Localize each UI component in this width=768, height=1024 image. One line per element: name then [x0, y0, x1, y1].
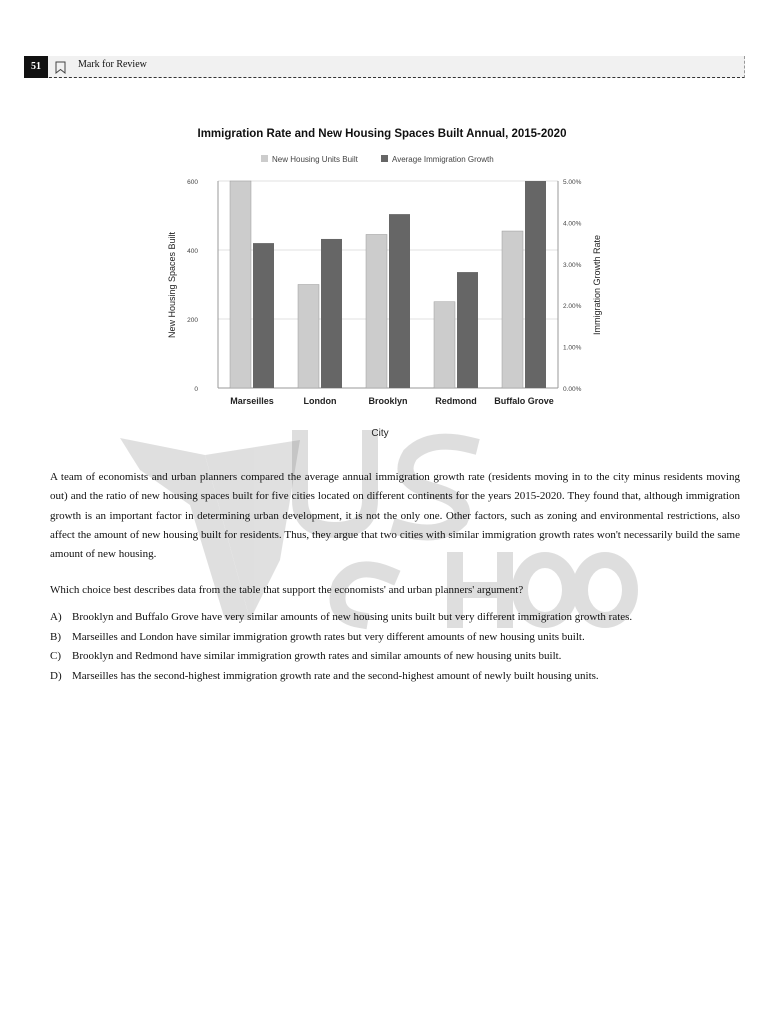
legend-swatch-immigration	[381, 155, 388, 162]
bookmark-icon[interactable]	[55, 61, 66, 74]
choice-letter: C)	[50, 650, 61, 662]
y-tick-label: 200	[187, 317, 198, 324]
x-axis-title: City	[371, 428, 389, 439]
bar-immigration	[525, 181, 546, 388]
review-header-bar	[24, 56, 745, 78]
choice-text: Marseilles has the second-highest immigration growth rate and the second-highest amount of newly built housing units.	[72, 669, 599, 682]
bar-immigration	[321, 239, 342, 388]
question-prompt: Which choice best describes data from the table that support the economists' and urban planners' argument?	[50, 584, 524, 596]
bar-immigration	[389, 214, 410, 388]
y-tick-label: 600	[187, 179, 198, 186]
question-number-badge: 51	[24, 56, 48, 78]
bar-housing	[298, 285, 319, 389]
chart	[160, 118, 620, 448]
choice-text: Brooklyn and Buffalo Grove have very similar amounts of new housing units built but very different immigration growth rates.	[72, 611, 633, 623]
choice-d[interactable]	[50, 667, 740, 687]
y-tick-label: 0	[194, 386, 198, 393]
y2-tick-label: 5.00%	[563, 179, 582, 186]
bar-immigration	[457, 272, 478, 388]
answer-choices	[50, 608, 740, 686]
mark-for-review-button[interactable]: Mark for Review	[78, 59, 147, 70]
choice-c[interactable]	[50, 647, 740, 667]
y2-tick-label: 1.00%	[563, 344, 582, 352]
choice-letter: D)	[50, 669, 62, 682]
x-tick-label: Marseilles	[230, 396, 274, 406]
legend-label-housing: New Housing Units Built	[272, 155, 358, 164]
y2-axis-title: Immigration Growth Rate	[592, 234, 602, 336]
bar-housing	[366, 234, 387, 388]
y-tick-label: 400	[187, 248, 198, 255]
choice-letter: B)	[50, 630, 61, 643]
bar-housing	[434, 302, 455, 388]
y2-tick-label: 2.00%	[563, 303, 582, 311]
choice-b[interactable]	[50, 628, 740, 648]
choice-a[interactable]	[50, 608, 740, 628]
x-tick-label: Brooklyn	[368, 396, 408, 406]
bar-housing	[502, 231, 523, 388]
choice-letter: A)	[50, 611, 62, 623]
legend-label-immigration: Average Immigration Growth	[392, 155, 494, 164]
legend-swatch-housing	[261, 155, 268, 162]
passage-text: A team of economists and urban planners compared the average annual immigration growth rate (residents moving in to the city minus residents moving out) and the ratio of new housing spaces built for five cities located on different continents for the years 2015-2020. They found that, although immigration growth is an important factor in determining urban development, it is not the only one. Other factors, such as zoning and environmental restrictions, also affect the amount of new housing built for residents. Thus, they argue that two cities with similar immigration growth rates won't necessarily build the same amount of new housing.	[50, 471, 740, 561]
chart-title: Immigration Rate and New Housing Spaces Built Annual, 2015-2020	[197, 128, 567, 140]
x-tick-label: London	[303, 396, 337, 406]
y2-tick-label: 4.00%	[563, 220, 582, 228]
chart-figure	[160, 118, 620, 448]
x-tick-label: Buffalo Grove	[494, 396, 554, 406]
x-tick-label: Redmond	[435, 396, 477, 406]
y2-tick-label: 0.00%	[563, 386, 582, 393]
y2-tick-label: 3.00%	[563, 261, 582, 269]
bar-housing	[230, 181, 251, 388]
choice-text: Brooklyn and Redmond have similar immigration growth rates and similar amounts of new housing units built.	[72, 650, 562, 662]
bar-immigration	[253, 243, 274, 388]
choice-text: Marseilles and London have similar immigration growth rates but very different amounts of new housing units built.	[72, 630, 585, 643]
y-axis-title: New Housing Spaces Built	[167, 231, 177, 339]
